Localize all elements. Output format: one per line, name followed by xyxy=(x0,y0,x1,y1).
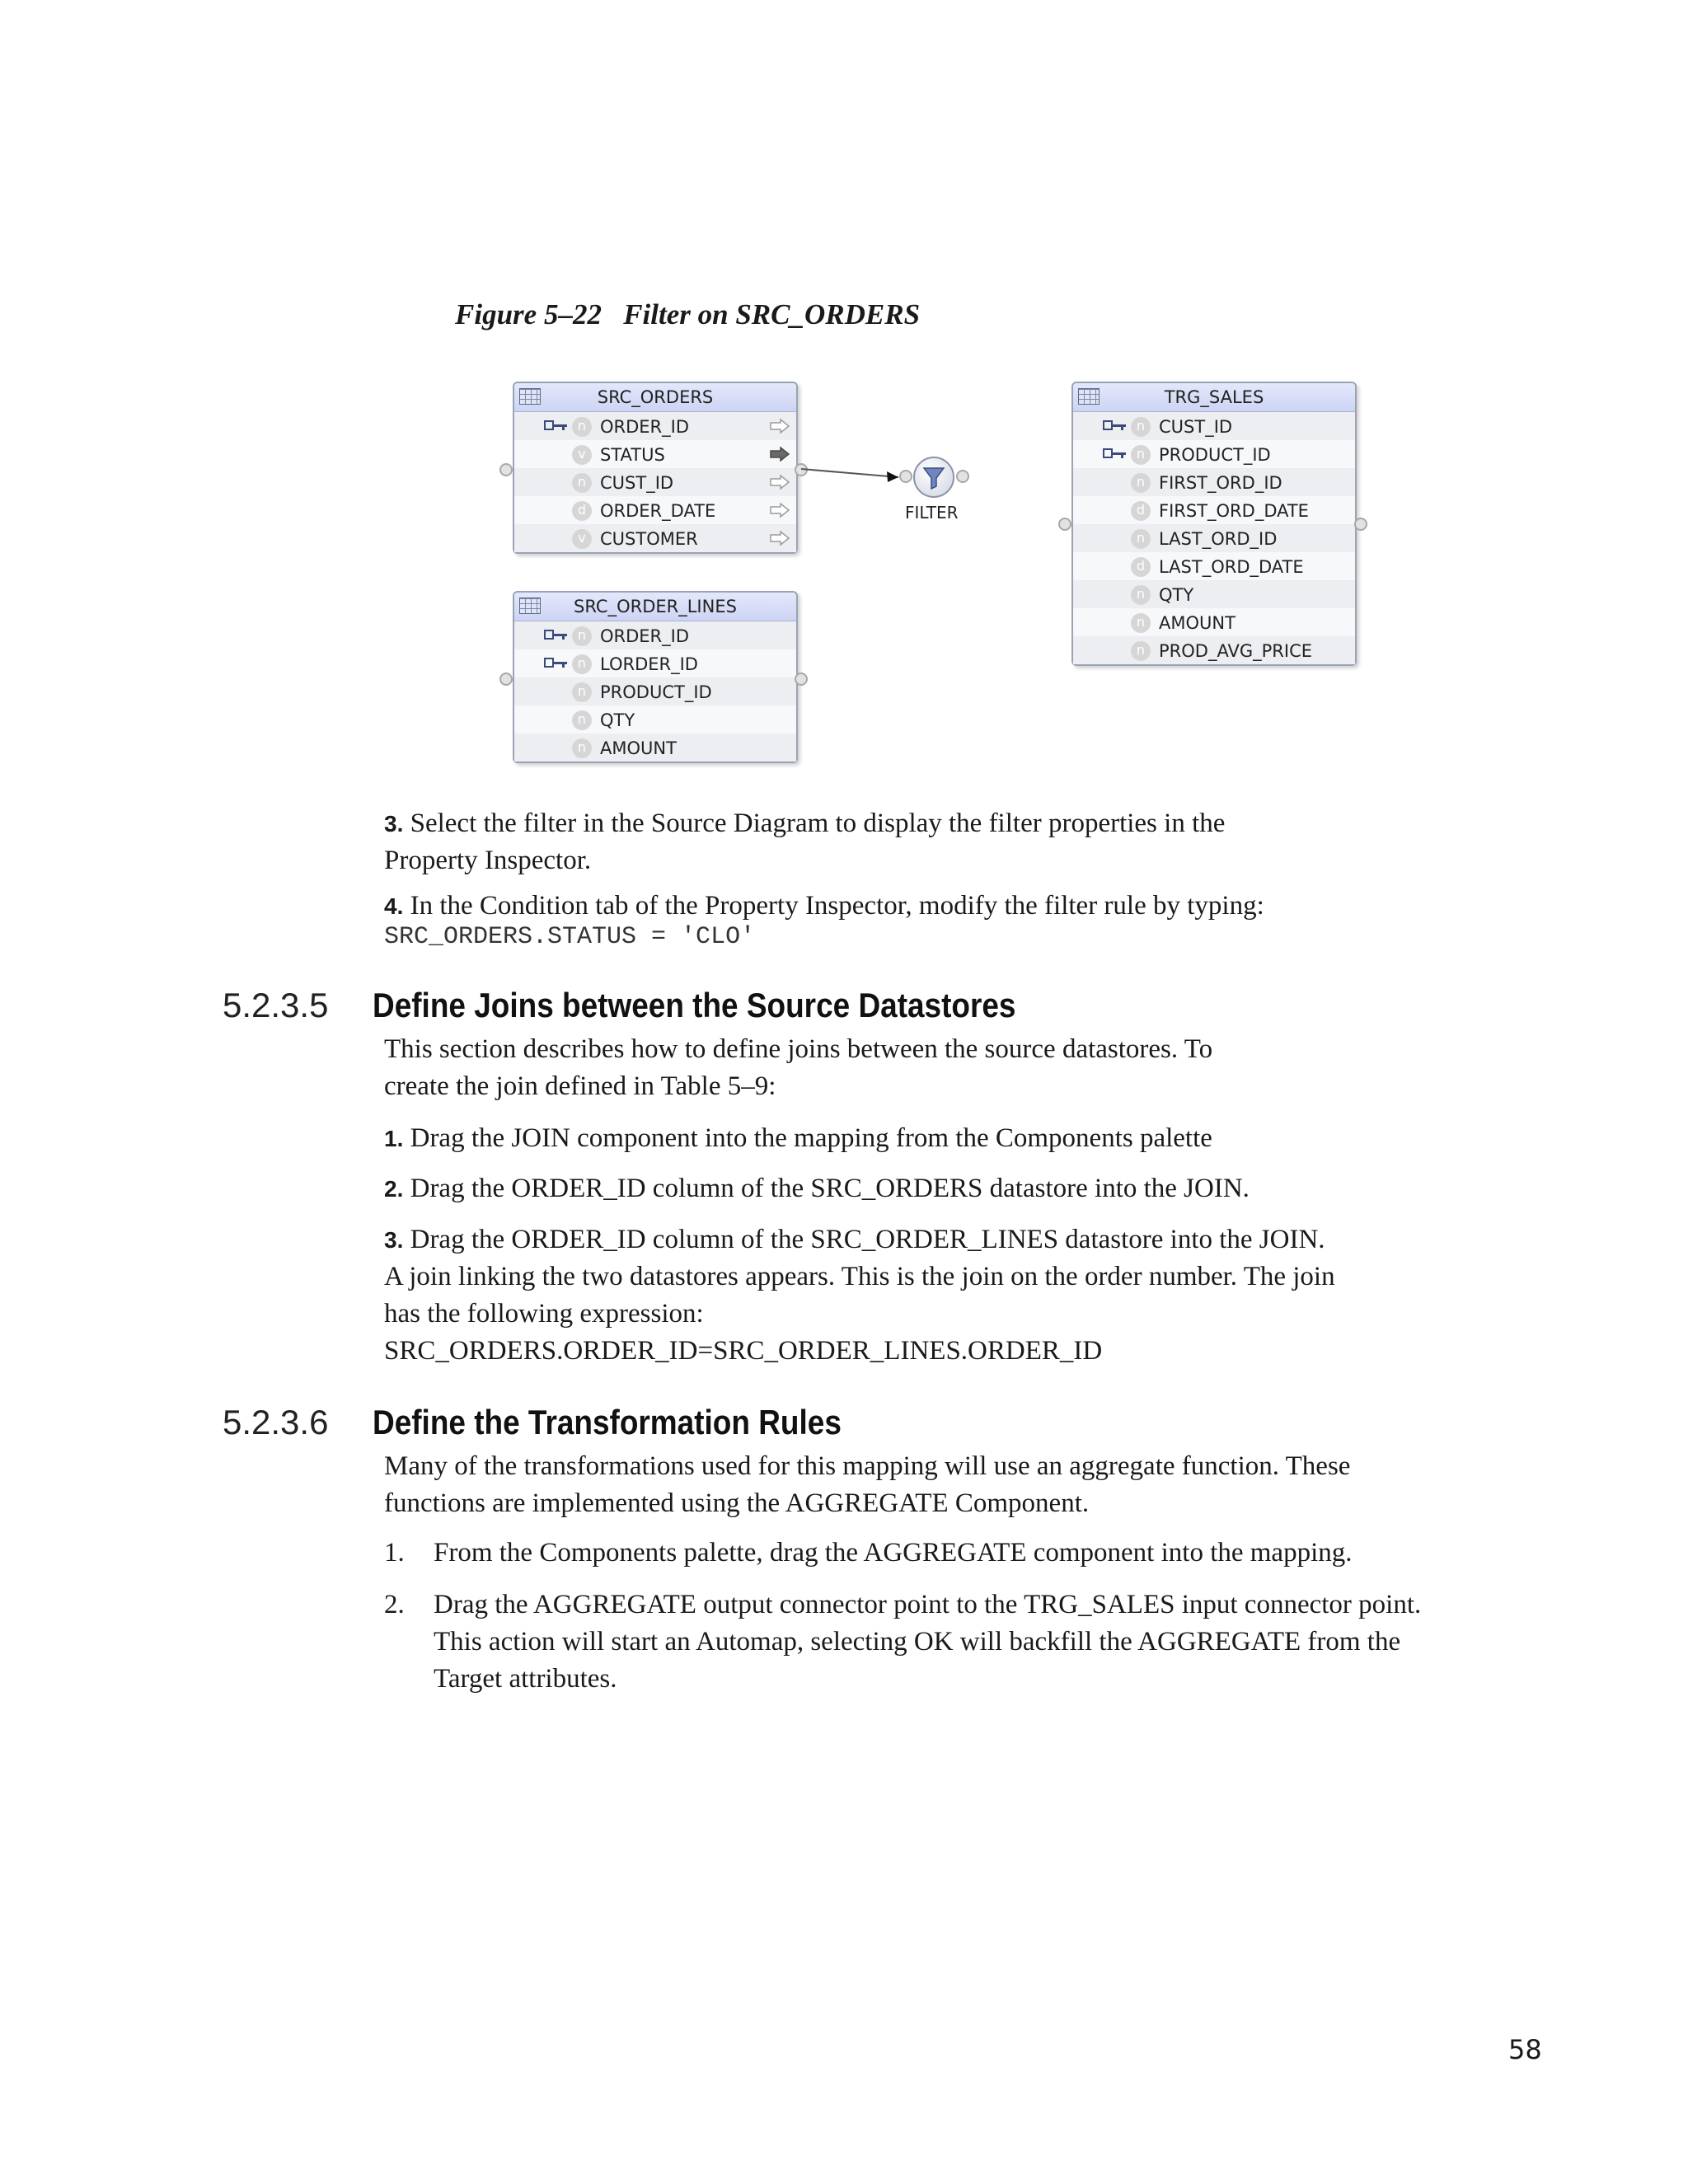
section-number: 5.2.3.6 xyxy=(223,1403,329,1441)
filter-funnel-icon[interactable] xyxy=(912,455,956,499)
primary-key-icon xyxy=(544,420,569,432)
datatype-icon: d xyxy=(1131,501,1151,521)
column-name: AMOUNT xyxy=(600,738,677,758)
step-number: 1. xyxy=(384,1126,404,1151)
step-text: From the Components palette, drag the AGGREGATE component into the mapping. xyxy=(434,1538,1353,1568)
column-name: ORDER_ID xyxy=(600,417,690,437)
datastore-columns xyxy=(514,412,796,552)
column-name: LAST_ORD_DATE xyxy=(1159,557,1304,577)
column-name: PROD_AVG_PRICE xyxy=(1159,641,1312,661)
step-number: 1. xyxy=(384,1538,405,1568)
datatype-icon: n xyxy=(1131,613,1151,633)
step-text: Property Inspector. xyxy=(384,846,592,875)
column-name: LAST_ORD_ID xyxy=(1159,529,1278,549)
datastore-trg-sales[interactable] xyxy=(1071,382,1357,666)
connector-point-icon[interactable] xyxy=(1354,518,1367,531)
datastore-column-row[interactable] xyxy=(514,705,796,733)
primary-key-icon xyxy=(1103,420,1128,432)
column-name: CUST_ID xyxy=(1159,417,1233,437)
connector-point-icon[interactable] xyxy=(499,463,513,476)
datatype-icon: n xyxy=(1131,529,1151,549)
datatype-icon: n xyxy=(572,473,592,493)
datatype-icon: v xyxy=(572,445,592,465)
step-4 xyxy=(384,888,1264,925)
datastore-column-row[interactable] xyxy=(1073,412,1355,440)
datatype-icon: n xyxy=(572,710,592,730)
connector-point-icon[interactable] xyxy=(956,470,969,483)
datastore-column-row[interactable] xyxy=(514,677,796,705)
step-number: 3. xyxy=(384,1227,404,1253)
datastore-column-row[interactable] xyxy=(514,649,796,677)
join-step-3 xyxy=(384,1221,1335,1370)
step-text: In the Condition tab of the Property Inspector, modify the filter rule by typing: xyxy=(410,891,1264,921)
step-text: Drag the AGGREGATE output connector point to the TRG_SALES input connector point. xyxy=(434,1590,1422,1619)
step-text: Drag the ORDER_ID column of the SRC_ORDERS datastore into the JOIN. xyxy=(410,1174,1250,1203)
mapping-arrow-icon[interactable] xyxy=(770,475,790,490)
join-step-1 xyxy=(384,1120,1212,1157)
datastore-column-row[interactable] xyxy=(1073,524,1355,552)
after-text: A join linking the two datastores appears. This is the join on the order number. The join xyxy=(384,1262,1335,1291)
figure-caption: Figure 5–22 Filter on SRC_ORDERS xyxy=(455,298,921,330)
column-name: CUSTOMER xyxy=(600,529,698,549)
column-name: ORDER_DATE xyxy=(600,501,716,521)
datastore-title: SRC_ORDERS xyxy=(597,387,714,407)
connector-point-icon[interactable] xyxy=(499,673,513,686)
datastore-column-row[interactable] xyxy=(514,440,796,468)
primary-key-icon xyxy=(544,630,569,641)
datastore-columns xyxy=(1073,412,1355,664)
table-icon xyxy=(519,388,541,405)
datastore-column-row[interactable] xyxy=(1073,580,1355,608)
intro-line: functions are implemented using the AGGREGATE Component. xyxy=(384,1488,1090,1518)
datastore-column-row[interactable] xyxy=(1073,440,1355,468)
column-name: QTY xyxy=(1159,585,1194,605)
table-icon xyxy=(1078,388,1100,405)
mapping-arrow-icon[interactable] xyxy=(770,447,790,462)
datatype-icon: n xyxy=(572,626,592,646)
datastore-column-row[interactable] xyxy=(1073,496,1355,524)
column-name: PRODUCT_ID xyxy=(600,682,712,702)
datatype-icon: n xyxy=(572,738,592,758)
datastore-src-orders[interactable] xyxy=(513,382,798,554)
filter-label: FILTER xyxy=(905,503,959,523)
mapping-arrow-icon[interactable] xyxy=(770,531,790,546)
connector-point-icon[interactable] xyxy=(795,673,808,686)
step-text: Target attributes. xyxy=(434,1664,617,1694)
datastore-title: TRG_SALES xyxy=(1164,387,1264,407)
step-number: 2. xyxy=(384,1176,404,1202)
transform-step-2 xyxy=(384,1586,1620,1698)
intro-line: This section describes how to define joins between the source datastores. To xyxy=(384,1034,1213,1064)
column-name: STATUS xyxy=(600,445,665,465)
step-number: 2. xyxy=(384,1590,405,1619)
column-name: LORDER_ID xyxy=(600,654,698,674)
datatype-icon: n xyxy=(572,682,592,702)
datatype-icon: n xyxy=(572,654,592,674)
after-text: has the following expression: xyxy=(384,1299,704,1329)
table-icon xyxy=(519,598,541,614)
column-name: FIRST_ORD_DATE xyxy=(1159,501,1309,521)
step-text: This action will start an Automap, selecting OK will backfill the AGGREGATE from the xyxy=(434,1627,1401,1657)
column-name: AMOUNT xyxy=(1159,613,1236,633)
datatype-icon: n xyxy=(572,417,592,437)
transform-step-1 xyxy=(384,1535,1538,1572)
datastore-column-row[interactable] xyxy=(514,468,796,496)
datatype-icon: n xyxy=(1131,641,1151,661)
datatype-icon: d xyxy=(572,501,592,521)
datastore-header[interactable] xyxy=(514,383,796,412)
datastore-column-row[interactable] xyxy=(514,524,796,552)
datastore-columns xyxy=(514,621,796,762)
page-number: 58 xyxy=(1508,2034,1542,2065)
step-text: Drag the ORDER_ID column of the SRC_ORDER_LINES datastore into the JOIN. xyxy=(410,1225,1325,1254)
section-number: 5.2.3.5 xyxy=(223,986,329,1024)
step-text: Drag the JOIN component into the mapping from the Components palette xyxy=(410,1123,1212,1153)
intro-line: Many of the transformations used for this mapping will use an aggregate function. These xyxy=(384,1451,1351,1481)
datastore-column-row[interactable] xyxy=(514,412,796,440)
datastore-header[interactable] xyxy=(1073,383,1355,412)
primary-key-icon xyxy=(1103,448,1128,460)
datastore-column-row[interactable] xyxy=(514,621,796,649)
column-name: PRODUCT_ID xyxy=(1159,445,1271,465)
datatype-icon: n xyxy=(1131,585,1151,605)
connector-point-icon[interactable] xyxy=(1058,518,1071,531)
datatype-icon: d xyxy=(1131,557,1151,577)
step-3 xyxy=(384,805,1225,879)
primary-key-icon xyxy=(544,658,569,669)
column-name: QTY xyxy=(600,710,635,730)
intro-line: create the join defined in Table 5–9: xyxy=(384,1071,776,1101)
datastore-header[interactable] xyxy=(514,593,796,621)
section-title: Define the Transformation Rules xyxy=(373,1403,842,1441)
step-text: Select the filter in the Source Diagram to display the filter properties in the xyxy=(410,808,1226,838)
datastore-column-row[interactable] xyxy=(1073,636,1355,664)
datatype-icon: n xyxy=(1131,473,1151,493)
datatype-icon: n xyxy=(1131,445,1151,465)
datastore-src-order-lines[interactable] xyxy=(513,591,798,763)
step-number: 4. xyxy=(384,893,404,919)
column-name: CUST_ID xyxy=(600,473,674,493)
datastore-column-row[interactable] xyxy=(1073,468,1355,496)
datastore-title: SRC_ORDER_LINES xyxy=(574,597,737,616)
section-intro xyxy=(384,1031,1212,1105)
datastore-column-row[interactable] xyxy=(514,733,796,762)
filter-condition-code: SRC_ORDERS.STATUS = 'CLO' xyxy=(384,923,756,951)
mapping-arrow-icon[interactable] xyxy=(770,503,790,518)
column-name: ORDER_ID xyxy=(600,626,690,646)
section-title: Define Joins between the Source Datastores xyxy=(373,986,1016,1024)
connector-point-icon[interactable] xyxy=(899,470,912,483)
datatype-icon: n xyxy=(1131,417,1151,437)
datastore-column-row[interactable] xyxy=(514,496,796,524)
datastore-column-row[interactable] xyxy=(1073,552,1355,580)
step-number: 3. xyxy=(384,811,404,837)
mapping-arrow-icon[interactable] xyxy=(770,419,790,434)
section-intro xyxy=(384,1448,1350,1522)
datatype-icon: v xyxy=(572,529,592,549)
column-name: FIRST_ORD_ID xyxy=(1159,473,1282,493)
datastore-column-row[interactable] xyxy=(1073,608,1355,636)
join-expression: SRC_ORDERS.ORDER_ID=SRC_ORDER_LINES.ORDER_ID xyxy=(384,1336,1103,1366)
join-step-2 xyxy=(384,1170,1250,1207)
